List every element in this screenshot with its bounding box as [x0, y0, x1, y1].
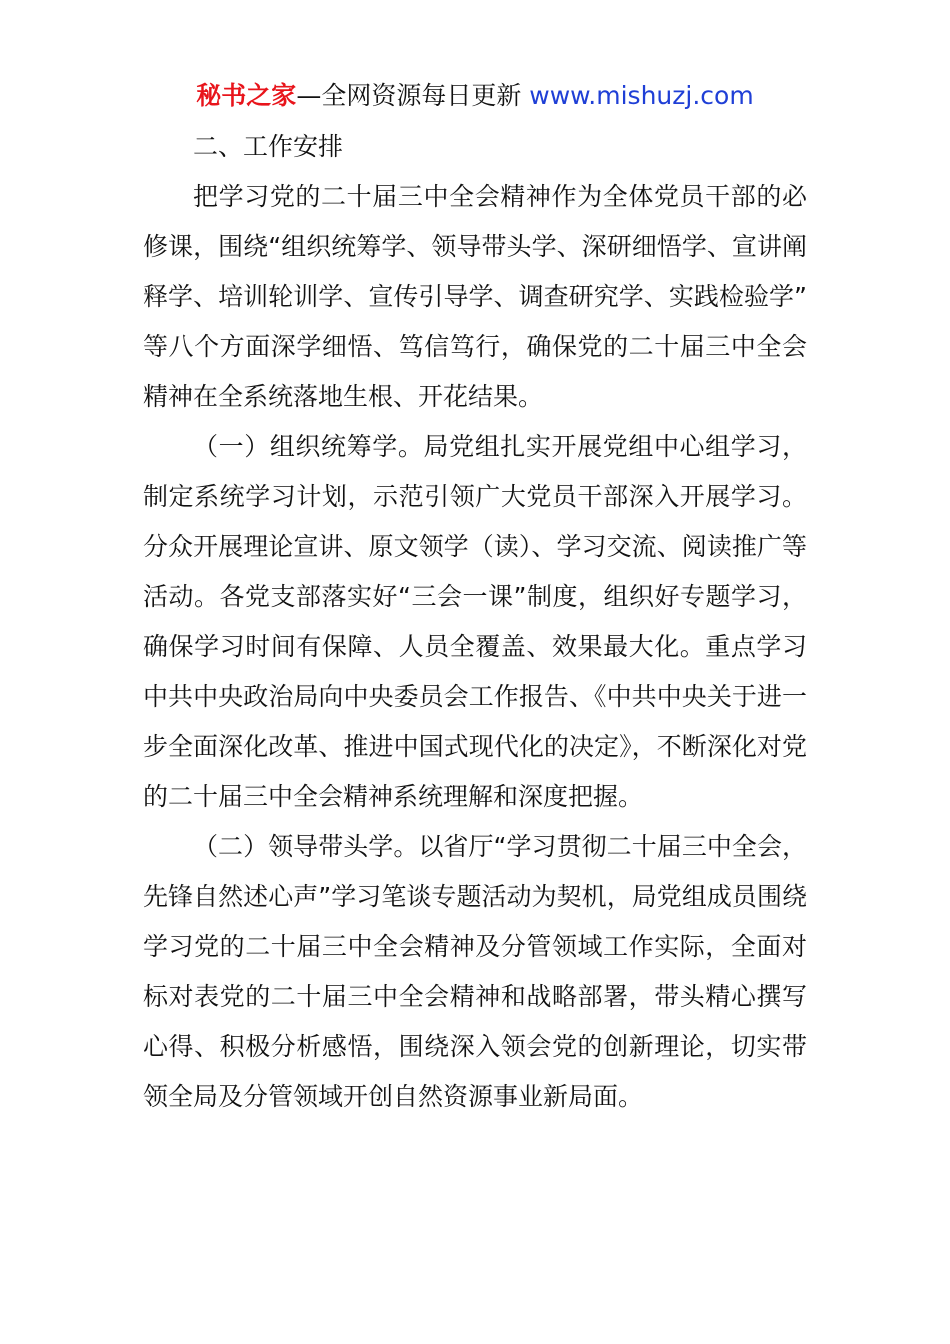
- site-header: [0, 80, 950, 112]
- brand-name: 秘书之家: [196, 81, 297, 110]
- paragraph-leaders-study: （二）领导带头学。以省厅“学习贯彻二十届三中全会，先锋自然述心声”学习笔谈专题活动为契机，局党组成员围绕学习党的二十届三中全会精神及分管领域工作实际，全面对标对表党的二十届三中全会精神和战略部署，带头精心撰写心得、积极分析感悟，围绕深入领会党的创新理论，切实带领全局及分管领域开创自然资源事业新局面。: [143, 832, 807, 1111]
- site-url-link[interactable]: www.mishuzj.com: [529, 81, 754, 110]
- header-tagline: —全网资源每日更新: [296, 81, 530, 110]
- paragraph-organize-study: （一）组织统筹学。局党组扎实开展党组中心组学习，制定系统学习计划，示范引领广大党员干部深入开展学习。分众开展理论宣讲、原文领学（读）、学习交流、阅读推广等活动。各党支部落实好“三会一课”制度，组织好专题学习，确保学习时间有保障、人员全覆盖、效果最大化。重点学习中共中央政治局向中央委员会工作报告、《中共中央关于进一步全面深化改革、推进中国式现代化的决定》，不断深化对党的二十届三中全会精神系统理解和深度把握。: [143, 432, 807, 811]
- section-heading: 二、工作安排: [193, 132, 344, 161]
- intro-paragraph: 把学习党的二十届三中全会精神作为全体党员干部的必修课，围绕“组织统筹学、领导带头学、深研细悟学、宣讲阐释学、培训轮训学、宣传引导学、调查研究学、实践检验学”等八个方面深学细悟、笃信笃行，确保党的二十届三中全会精神在全系统落地生根、开花结果。: [143, 182, 807, 411]
- document-body: [143, 122, 807, 1122]
